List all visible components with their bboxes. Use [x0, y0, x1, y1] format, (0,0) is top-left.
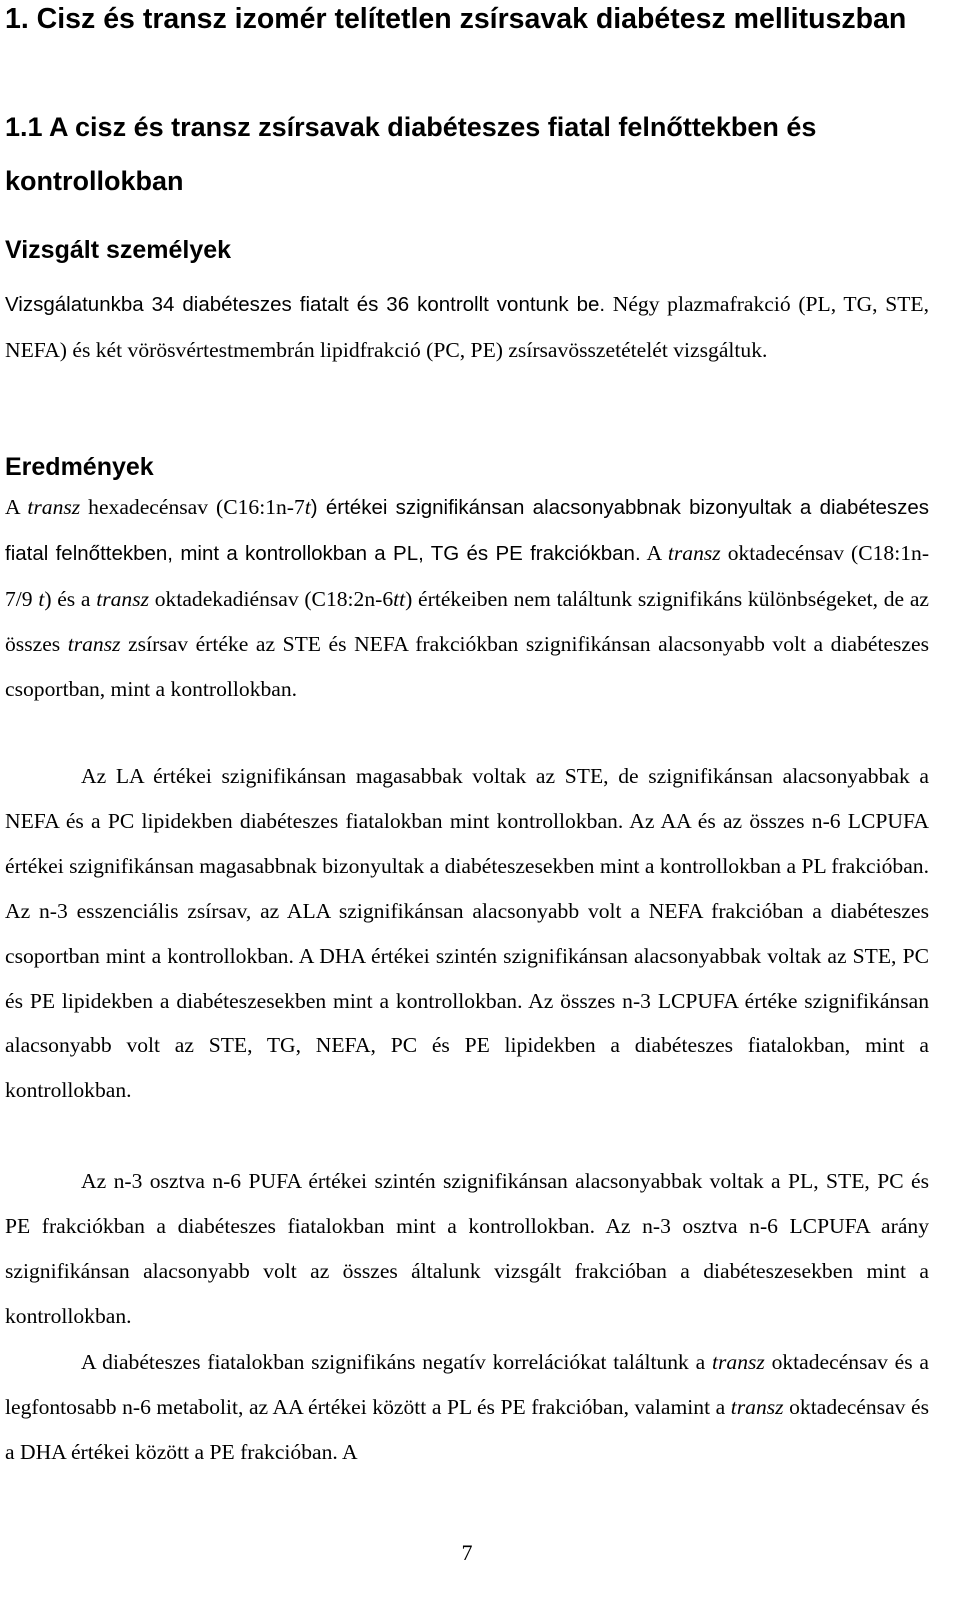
- text-run: A diabéteszes fiatalokban szignifikáns negatív korrelációkat találtunk a: [81, 1350, 712, 1374]
- results-paragraph-2: Az LA értékei szignifikánsan magasabbak voltak az STE, de szignifikánsan alacsonyabbak a NEFA és a PC lipidekben diabéteszes fiatalokban mint kontrollokban. Az AA és az összes n-6 LCPUFA értékei szignifikánsan magasabbnak bizonyultak a diabéteszesekben mint a kontrollokban a PL frakcióban. Az n-3 esszenciális zsírsav, az ALA szignifikánsan alacsonyabb volt a NEFA frakcióban a diabéteszes csoportban mint a kontrollokban. A DHA értékei szintén szignifikánsan alacsonyabbak voltak az STE, PC és PE lipidekben a diabéteszesekben mint a kontrollokban. Az összes n-3 LCPUFA értéke szignifikánsan alacsonyabb volt az STE, TG, NEFA, PC és PE lipidekben a diabéteszes fiatalokban, mint a kontrollokban.: [5, 764, 929, 1103]
- text-run: oktadekadiénsav (C18:2n-6: [149, 586, 394, 611]
- italic-term: transz: [667, 540, 721, 565]
- text-run: oktadecénsav (C18:1n-7/9: [5, 540, 930, 611]
- italic-term: transz: [96, 586, 150, 611]
- results-paragraph-3: Az n-3 osztva n-6 PUFA értékei szintén szignifikánsan alacsonyabbak voltak a PL, STE, PC és PE frakciókban a diabéteszes fiatalokban mint a kontrollokban. Az n-3 osztva n-6 LCPUFA arány szignifikánsan alacsonyabb volt az összes általunk vizsgált frakcióban a diabéteszesekben mint a kontrollokban.: [5, 1169, 929, 1328]
- italic-term: transz: [27, 495, 81, 519]
- text-run: oktadecénsav és a legfontosabb n-6 metabolit, az AA értékei között a PL és PE frakcióban, valamint a: [5, 1350, 930, 1419]
- text-run: ) és a: [44, 586, 97, 611]
- chapter-heading: 1. Cisz és transz izomér telítetlen zsírsavak diabétesz mellituszban: [5, 3, 907, 35]
- results-heading: Eredmények: [5, 453, 154, 481]
- subjects-sentence-2: Négy plazmafrakció (PL, TG, STE, NEFA) és két vörösvértestmembrán lipidfrakció (PC, PE) zsírsavösszetételét vizsgáltuk.: [5, 292, 930, 362]
- subjects-paragraph: [5, 282, 929, 373]
- results-paragraph-1: [5, 485, 929, 712]
- text-run: oktadecénsav és a DHA értékei között a PE frakcióban. A: [5, 1394, 929, 1464]
- text-run: zsírsav értéke az STE és NEFA frakciókban szignifikánsan alacsonyabb volt a diabéteszes csoportban, mint a kontrollokban.: [5, 631, 930, 701]
- text-run: A: [5, 495, 28, 519]
- text-run: ) értékei szignifikánsan alacsonyabbnak bizonyultak a diabéteszes fiatal felnőttekben, mint a kontrollokban a PL, TG és PE frakciókban.: [5, 496, 929, 565]
- italic-term: tt: [393, 586, 406, 611]
- italic-term: t: [304, 495, 311, 519]
- italic-term: t: [38, 586, 45, 611]
- italic-term: transz: [712, 1350, 765, 1374]
- text-run: A: [640, 540, 668, 565]
- subjects-sentence-1: Vizsgálatunkba 34 diabéteszes fiatalt és 36 kontrollt vontunk be.: [5, 293, 606, 316]
- section-heading: 1.1 A cisz és transz zsírsavak diabéteszes fiatal felnőttekben és kontrollokban: [5, 112, 817, 196]
- italic-term: transz: [730, 1394, 784, 1419]
- text-run: hexadecénsav (C16:1n-7: [80, 495, 305, 519]
- subjects-heading: Vizsgált személyek: [5, 236, 232, 264]
- results-paragraph-4: [5, 1340, 929, 1475]
- text-run: ) értékeiben nem találtunk szignifikáns különbségeket, de az összes: [5, 586, 930, 656]
- italic-term: transz: [67, 631, 121, 656]
- page-number: 7: [461, 1540, 473, 1565]
